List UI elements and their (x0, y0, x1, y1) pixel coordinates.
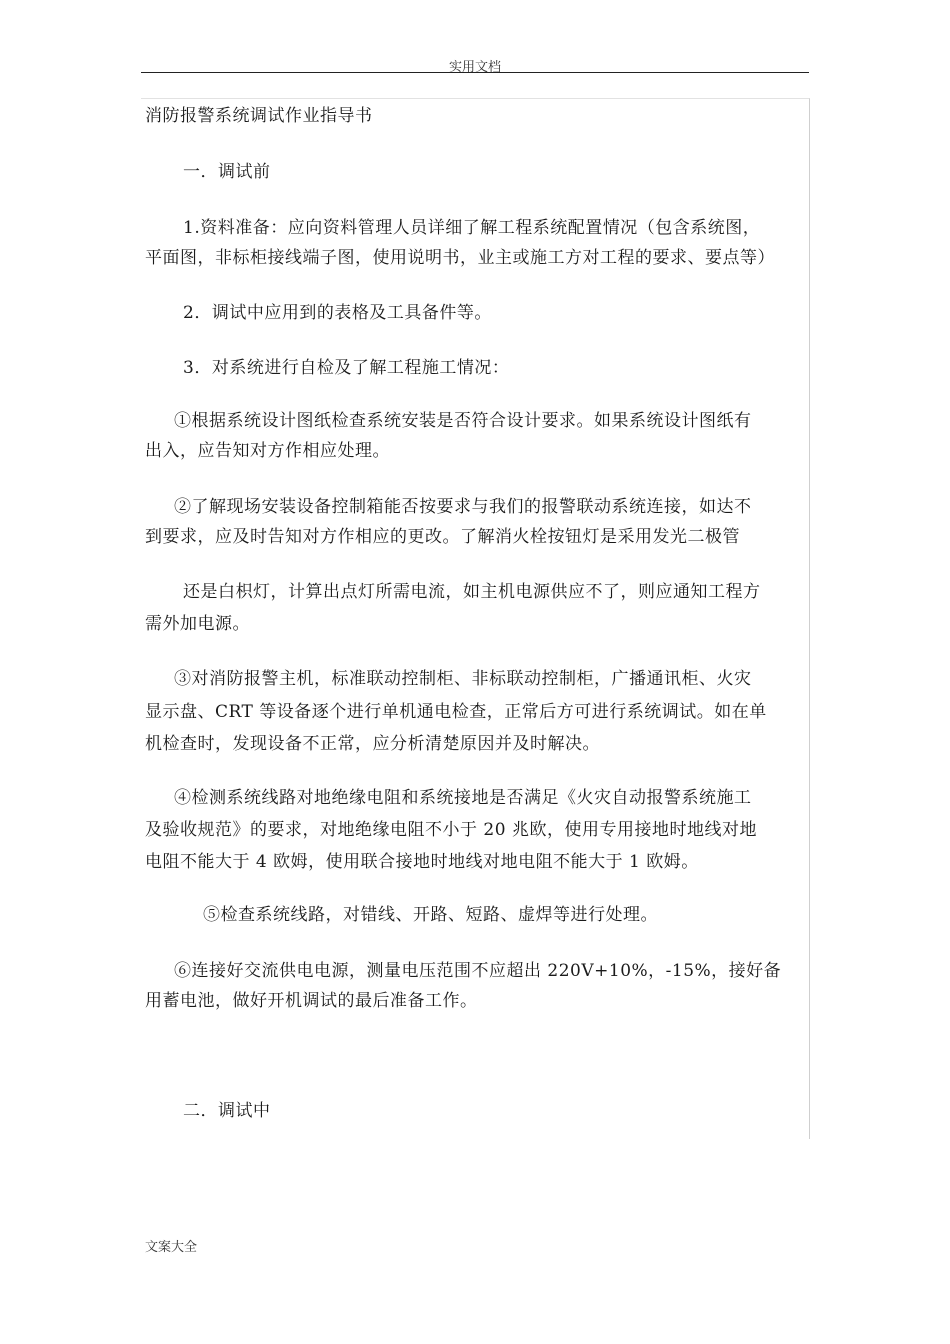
check4-line2: 及验收规范》的要求，对地绝缘电阻不小于 20 兆欧，使用专用接地时地线对地 (145, 820, 757, 840)
header-divider (141, 72, 809, 73)
check6-line2: 用蓄电池，做好开机调试的最后准备工作。 (145, 991, 478, 1011)
page-header: 实用文档 (448, 60, 501, 75)
item1-line2: 平面图，非标柜接线端子图，使用说明书，业主或施工方对工程的要求、要点等） (145, 248, 775, 268)
check3-line1: ③对消防报警主机，标准联动控制柜、非标联动控制柜，广播通讯柜、火灾 (174, 669, 752, 689)
section-heading-during: 二．调试中 (183, 1101, 271, 1121)
check2-line1: ②了解现场安装设备控制箱能否按要求与我们的报警联动系统连接，如达不 (174, 497, 752, 517)
check1-line1: ①根据系统设计图纸检查系统安装是否符合设计要求。如果系统设计图纸有 (174, 411, 752, 431)
check3-line2: 显示盘、CRT 等设备逐个进行单机通电检查，正常后方可进行系统调试。如在单 (145, 702, 767, 722)
item1-line1: 1.资料准备：应向资料管理人员详细了解工程系统配置情况（包含系统图， (183, 218, 761, 238)
check6-line1: ⑥连接好交流供电电源，测量电压范围不应超出 220V+10%，-15%，接好备 (174, 961, 782, 981)
document-title: 消防报警系统调试作业指导书 (145, 106, 373, 126)
check2-line3: 还是白枳灯，计算出点灯所需电流，如主机电源供应不了，则应通知工程方 (183, 582, 761, 602)
section-heading-before: 一．调试前 (183, 162, 271, 182)
item2: 2．调试中应用到的表格及工具备件等。 (183, 303, 492, 323)
check1-line2: 出入，应告知对方作相应处理。 (145, 441, 390, 461)
check4-line1: ④检测系统线路对地绝缘电阻和系统接地是否满足《火灾自动报警系统施工 (174, 788, 752, 808)
check4-line3: 电阻不能大于 4 欧姆，使用联合接地时地线对地电阻不能大于 1 欧姆。 (145, 852, 699, 872)
check5-line1: ⑤检查系统线路，对错线、开路、短路、虚焊等进行处理。 (203, 905, 658, 925)
check2-line2: 到要求，应及时告知对方作相应的更改。了解消火栓按钮灯是采用发光二极管 (145, 527, 740, 547)
item3: 3．对系统进行自检及了解工程施工情况： (183, 358, 510, 378)
check3-line3: 机检查时，发现设备不正常，应分析清楚原因并及时解决。 (145, 734, 600, 754)
page-footer: 文案大全 (145, 1240, 198, 1255)
check2-line4: 需外加电源。 (145, 614, 250, 634)
